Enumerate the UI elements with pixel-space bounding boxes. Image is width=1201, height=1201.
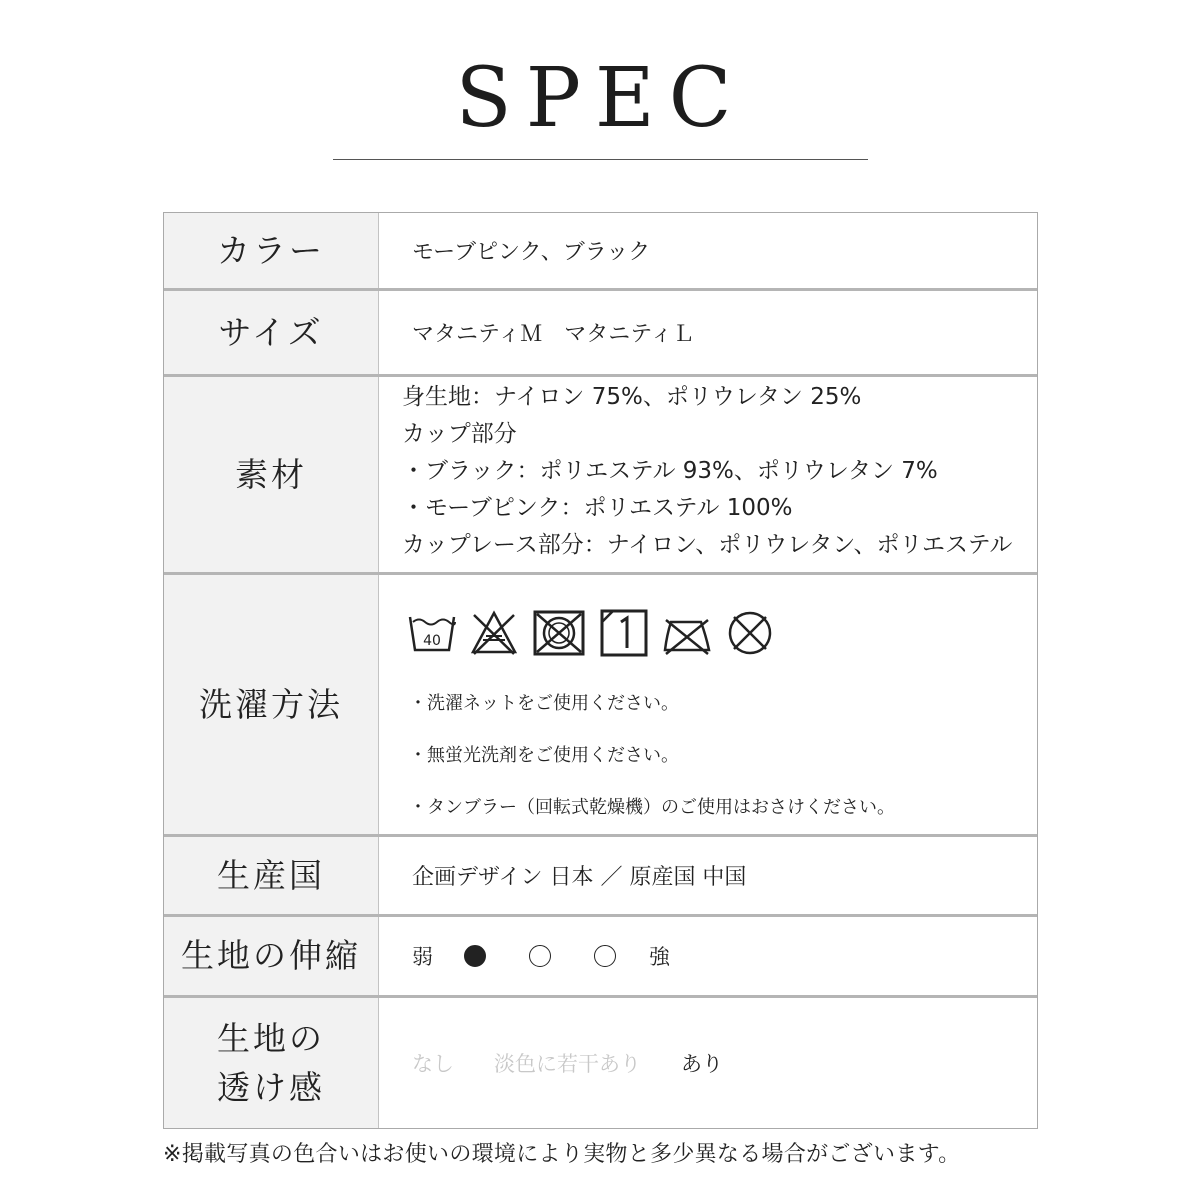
- transparency-label-line: 透け感: [217, 1068, 325, 1107]
- spec-row-color: [164, 213, 1037, 291]
- spec-table: [163, 212, 1038, 1129]
- drip-dry-shade-icon: [599, 608, 649, 658]
- spec-row-transparency: [164, 998, 1037, 1128]
- stretch-strong-label: 強: [649, 945, 670, 969]
- color-value: モーブピンク、ブラック: [412, 240, 651, 265]
- transparency-options: [379, 998, 1037, 1128]
- row-label: カラー: [164, 213, 379, 288]
- wash-temp-label: 40: [423, 633, 441, 649]
- transparency-option: なし: [412, 1052, 454, 1076]
- title-divider: [333, 159, 868, 160]
- row-label: サイズ: [164, 291, 379, 374]
- stretch-dot: [529, 945, 551, 967]
- material-value: [379, 377, 1037, 572]
- transparency-label-line: 生地の: [217, 1018, 325, 1058]
- row-label: 生地の伸縮: [164, 917, 379, 995]
- transparency-option: あり: [681, 1052, 723, 1076]
- origin-value: 企画デザイン 日本 ／ 原産国 中国: [412, 865, 747, 890]
- wash-value: [379, 575, 1037, 834]
- spec-row-material: [164, 377, 1037, 575]
- stretch-scale: [379, 917, 1037, 995]
- no-tumble-dry-icon: [531, 608, 587, 658]
- size-value: マタニティＭ マタニティＬ: [412, 322, 695, 347]
- page-title: SPEC: [455, 51, 746, 146]
- material-line: カップレース部分：ナイロン、ポリウレタン、ポリエステル: [402, 532, 1013, 558]
- stretch-dot: [464, 945, 486, 967]
- material-line: ・ブラック：ポリエステル 93%、ポリウレタン 7%: [402, 458, 938, 484]
- footnote: ※掲載写真の色合いはお使いの環境により実物と多少異なる場合がございます。: [163, 1142, 961, 1167]
- row-label: 生産国: [164, 837, 379, 914]
- spec-row-origin: [164, 837, 1037, 917]
- spec-row-wash: [164, 575, 1037, 837]
- stretch-dot: [594, 945, 616, 967]
- wash-note: ・無蛍光洗剤をご使用ください。: [409, 745, 679, 766]
- stretch-weak-label: 弱: [412, 945, 433, 969]
- spec-row-size: [164, 291, 1037, 377]
- row-label: 素材: [164, 377, 379, 572]
- care-icons: [407, 608, 775, 658]
- row-label: [164, 998, 379, 1128]
- spec-row-stretch: [164, 917, 1037, 998]
- no-dry-clean-icon: [725, 608, 775, 658]
- wash-note: ・タンブラー（回転式乾燥機）のご使用はおさけください。: [409, 797, 895, 818]
- no-bleach-icon: [469, 608, 519, 658]
- material-line: ・モーブピンク：ポリエステル 100%: [402, 495, 793, 521]
- wash-note: ・洗濯ネットをご使用ください。: [409, 693, 679, 714]
- material-line: 身生地：ナイロン 75%、ポリウレタン 25%: [402, 384, 862, 410]
- no-iron-icon: [661, 608, 713, 658]
- material-line: カップ部分: [402, 421, 517, 447]
- transparency-option: 淡色に若干あり: [494, 1052, 641, 1076]
- row-label: 洗濯方法: [164, 575, 379, 834]
- wash-40-icon: [407, 608, 457, 658]
